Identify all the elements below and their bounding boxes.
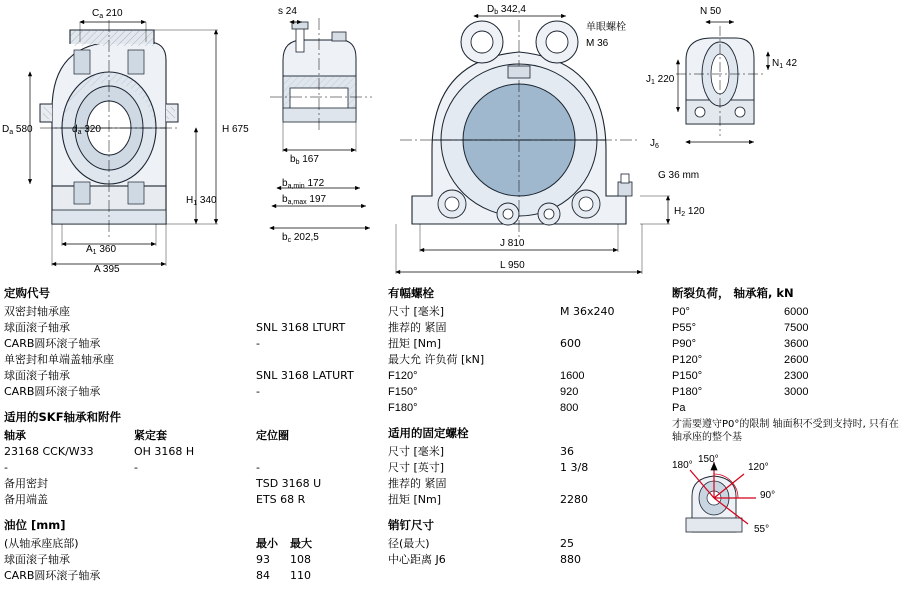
oil-sub [4,536,312,552]
attach-bolt-heading: 适用的固定螺栓 [388,426,469,440]
load-row-3 [672,336,900,352]
maxload-row-2-label: F150° [388,386,418,398]
attach-row-4 [388,492,668,508]
fit-header-row [4,428,304,444]
order-row-3-label: 球面滚子轴承 [4,369,70,382]
oil-row-2 [4,568,311,584]
oil-col-max-header: 最大 [290,537,312,550]
svg-text:N 50: N 50 [700,6,722,17]
oil-row-2-label: CARB圆环滚子轴承 [4,569,101,582]
stud-row-1-value: M 36x240 [560,305,615,318]
fit-col-2-header: 紧定套 [134,429,167,442]
pin-row-1-value: 25 [560,537,574,550]
fit-col-3-header: 定位圈 [256,429,289,442]
stud-row-1-label: 尺寸 [毫米] [388,305,445,318]
order-row-3-value: SNL 3168 LATURT [256,369,354,382]
order-row-4-label: CARB圆环滚子轴承 [4,385,101,398]
load-row-4-label: P120° [672,354,703,366]
spec-tables [0,285,900,600]
pin-row-2-value: 880 [560,553,581,566]
maxload-row-1 [388,368,668,384]
load-row-4-value: 2600 [784,354,809,366]
load-row-1-label: P0° [672,306,690,318]
svg-text:Db 342,4: $D_b$ 342,4 [487,4,526,16]
column-breaking-loads [672,285,900,540]
view-side-section [270,6,372,244]
svg-text:90°: 90° [760,490,776,501]
stud-bolt-heading: 有幅螺栓 [388,286,434,300]
svg-text:Da 580: $D_a$ 580 [2,124,33,136]
fit-row-1 [4,444,304,460]
order-row-2-value: - [256,337,260,350]
svg-text:150°: 150° [698,454,719,465]
fit-row-2-c3: - [256,461,260,474]
fit-row-2-c1: - [4,461,8,474]
maxload-row-2-value: 920 [560,386,579,398]
attach-row-4-value: 2280 [560,493,588,506]
svg-text:s 24: s 24 [278,6,297,17]
svg-text:bc 202,5: $b_c$ 202,5 [282,232,319,244]
attach-row-2-label: 尺寸 [英寸] [388,461,445,474]
svg-text:J6: $J_6$ [650,138,659,150]
oil-row-1 [4,552,311,568]
order-sub1-label: 双密封轴承座 [4,305,70,318]
breaking-load-note: 才需要遵守P0°的限制 轴面积不受到支持时, 只有在轴承座的整个基 [672,419,899,443]
column-bolts [388,285,668,568]
svg-text:J 810: J 810 [500,238,525,249]
svg-text:da 320: $d_a$ 320 [72,124,101,136]
maxload-row-3-label: F180° [388,402,418,414]
technical-drawings-svg [0,0,900,285]
acc-row-2-value: ETS 68 R [256,493,306,506]
fit-row-1-c2: OH 3168 H [134,445,195,458]
fit-col-1-header: 轴承 [4,429,26,442]
pin-row-2 [388,552,668,568]
stud-row-1 [388,304,668,320]
maxload-row-3 [388,400,668,416]
load-row-6-label: P180° [672,386,703,398]
svg-text:180°: 180° [672,460,693,471]
fit-row-1-c1: 23168 CCK/W33 [4,445,94,458]
pin-heading: 销钉尺寸 [388,518,434,532]
attach-row-2 [388,460,668,476]
load-row-6 [672,384,900,400]
attach-row-2-value: 1 3/8 [560,461,589,474]
order-sub2 [4,352,304,368]
stud-row-2-label: 推荐的 紧固 [388,321,447,334]
load-row-6-value: 3000 [784,386,809,398]
stud-row-3-label: 扭矩 [Nm] [388,337,442,350]
acc-row-1 [4,476,322,492]
attach-row-1-value: 36 [560,445,574,458]
maxload-heading [388,352,668,368]
svg-text:A1 360: $A_1$ 360 [86,244,117,256]
maxload-row-3-value: 800 [560,402,579,414]
load-row-1 [672,304,900,320]
oil-row-1-label: 球面滚子轴承 [4,553,70,566]
pin-row-1-label: 径(最大) [388,537,430,550]
load-row-2 [672,320,900,336]
order-row-2-label: CARB圆环滚子轴承 [4,337,101,350]
load-row-3-label: P90° [672,338,696,350]
load-row-7-label: Pa [672,402,686,414]
acc-row-1-value: TSD 3168 U [256,477,322,490]
svg-text:ba,max 197: $b_{a,max}$ 197 [282,194,327,206]
svg-text:120°: 120° [748,462,769,473]
maxload-row-1-label: F120° [388,370,418,382]
stud-row-3 [388,336,668,352]
pin-row-1 [388,536,668,552]
attach-row-3 [388,476,668,492]
oil-heading: 油位 [mm] [4,518,66,532]
order-row-1 [4,320,346,336]
svg-text:Ca 210: $C_a$ 210 [92,8,123,20]
load-row-7 [672,400,900,416]
order-row-1-label: 球面滚子轴承 [4,321,70,334]
acc-row-2-label: 备用端盖 [4,493,48,506]
oil-col-min-header: 最小 [256,537,278,550]
load-row-5 [672,368,900,384]
stud-row-3-value: 600 [560,337,581,350]
maxload-row-1-value: 1600 [560,370,585,382]
attach-row-1-label: 尺寸 [毫米] [388,445,445,458]
view-front-section [2,8,249,275]
maxload-heading-label: 最大允 许负荷 [kN] [388,353,485,366]
acc-row-2 [4,492,304,508]
load-row-5-label: P150° [672,370,703,382]
svg-text:H1 340: $H_1$ 340 [186,195,217,207]
attach-row-4-label: 扭矩 [Nm] [388,493,442,506]
pin-row-2-label: 中心距离 J6 [388,553,446,566]
order-row-4 [4,384,304,400]
view-top-plan [396,4,705,274]
fit-row-2-c2: - [134,461,138,474]
breaking-load-heading: 断裂负荷， 轴承箱, kN [672,286,794,300]
oil-row-2-min: 84 [256,569,270,582]
svg-text:M 36: M 36 [586,38,609,49]
order-sub2-label: 单密封和单端盖轴承座 [4,353,114,366]
svg-text:L 950: L 950 [500,260,525,271]
svg-text:J1 220: $J_1$ 220 [646,74,675,86]
svg-text:G 36 mm: G 36 mm [658,170,700,181]
svg-text:H 675: H 675 [222,124,249,135]
svg-text:ba,min 172: $b_{a,min}$ 172 [282,178,325,190]
svg-text:bb 167: $b_b$ 167 [290,154,319,166]
svg-text:N1 42: $N_1$ 42 [772,58,798,70]
load-row-2-label: P55° [672,322,696,334]
stud-row-2 [388,320,668,336]
oil-row-1-max: 108 [290,553,311,566]
load-row-1-value: 6000 [784,306,809,318]
order-sub1 [4,304,304,320]
order-heading: 定购代号 [4,286,50,300]
load-row-3-value: 3600 [784,338,809,350]
acc-row-1-label: 备用密封 [4,477,48,490]
drawing-area [0,0,900,285]
column-order-designation [4,285,354,584]
order-row-2 [4,336,304,352]
order-row-3 [4,368,354,384]
load-row-5-value: 2300 [784,370,809,382]
attach-row-1 [388,444,668,460]
attach-row-3-label: 推荐的 紧固 [388,477,447,490]
load-row-4 [672,352,900,368]
order-row-1-value: SNL 3168 LTURT [256,321,346,334]
svg-text:55°: 55° [754,524,770,535]
oil-row-1-min: 93 [256,553,270,566]
fit-row-2 [4,460,304,476]
fit-heading: 适用的SKF轴承和附件 [4,410,122,424]
svg-text:A 395: A 395 [94,264,120,275]
load-angle-diagram-svg [672,448,896,540]
oil-sub-label: (从轴承座底部) [4,537,79,550]
order-row-4-value: - [256,385,260,398]
svg-text:H2 120: $H_2$ 120 [674,206,705,218]
svg-text:单眼螺栓: 单眼螺栓 [586,22,626,33]
oil-row-2-max: 110 [290,569,311,582]
load-row-2-value: 7500 [784,322,809,334]
load-angle-diagram [672,448,900,540]
maxload-row-2 [388,384,668,400]
view-end [646,6,797,150]
